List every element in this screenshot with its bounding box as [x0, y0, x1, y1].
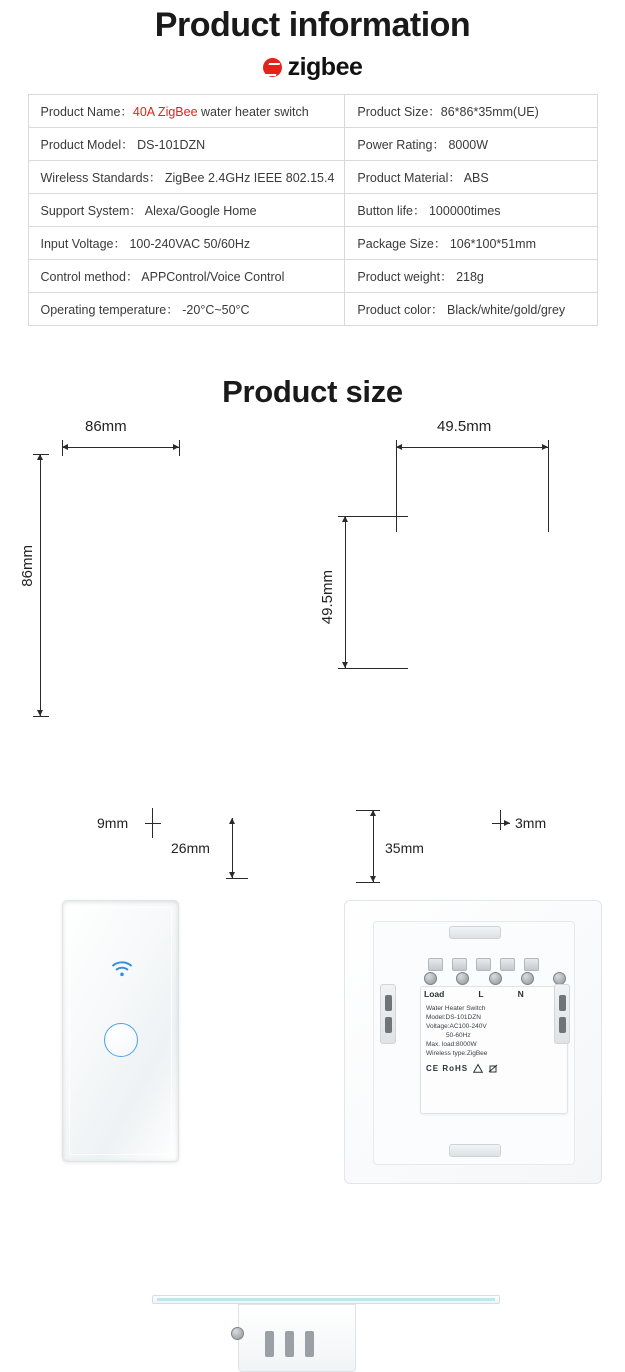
spec-value: Black/white/gold/grey: [447, 303, 566, 317]
table-row: [28, 227, 597, 260]
spec-value: 8000W: [448, 138, 489, 152]
measure-line-9mm: [145, 823, 161, 824]
spec-label: Support System：: [40, 204, 142, 218]
terminal-labels: [424, 989, 564, 999]
arrowhead-up: [229, 818, 235, 824]
spec-value-highlight: 40A ZigBee: [132, 105, 198, 119]
spec-cell-product-name: [28, 95, 345, 128]
glass-edge-highlight: [157, 1298, 495, 1301]
spec-value: 100-240VAC 50/60Hz: [129, 237, 251, 251]
certification-marks: [426, 1064, 498, 1073]
body-slot: [305, 1331, 314, 1357]
dimension-side-total: 35mm: [385, 840, 424, 856]
wire-cap: [476, 958, 491, 971]
clip-slot: [559, 995, 566, 1011]
table-row: [28, 293, 597, 326]
dimension-side-glass: 9mm: [97, 815, 129, 831]
screw-icon: [521, 972, 534, 985]
tick: [356, 810, 380, 811]
measure-line-35mm: [373, 810, 374, 882]
terminal-label-n1: N: [517, 989, 524, 999]
tick: [500, 810, 501, 830]
dimension-side-body: 26mm: [171, 840, 210, 856]
back-module-frame: [373, 921, 575, 1165]
spec-cell-product-color: [345, 293, 597, 326]
table-row: [28, 194, 597, 227]
wire-cap: [452, 958, 467, 971]
spec-cell-product-size: [345, 95, 597, 128]
product-size-figures: [0, 418, 625, 1073]
wire-cap: [500, 958, 515, 971]
dimension-back-width: 49.5mm: [437, 418, 492, 435]
tick: [62, 440, 63, 456]
screw-icon: [424, 972, 437, 985]
tick: [356, 882, 380, 883]
side-view-glass: [152, 1295, 500, 1304]
zigbee-mark-icon: [263, 58, 282, 77]
side-clip: [380, 984, 396, 1044]
spec-value: APPControl/Voice Control: [141, 270, 285, 284]
arrowhead-right: [504, 820, 510, 826]
touch-button[interactable]: [104, 1023, 138, 1057]
screw-icon: [231, 1327, 244, 1340]
measure-line-front-width: [62, 447, 179, 448]
spec-label: Product Name：: [40, 105, 133, 119]
table-row: [28, 260, 597, 293]
spec-cell-support-system: [28, 194, 345, 227]
mounting-tab: [449, 1144, 501, 1157]
table-row: [28, 161, 597, 194]
tick: [548, 440, 549, 532]
wheelie-bin-icon: [488, 1064, 498, 1073]
tick: [33, 454, 49, 455]
spec-label: Package Size：: [357, 237, 447, 251]
spec-cell-power-rating: [345, 128, 597, 161]
terminal-label-l: L: [478, 989, 484, 999]
tick: [33, 716, 49, 717]
measure-line-front-height: [40, 454, 41, 716]
clip-slot: [385, 995, 392, 1011]
spec-cell-operating-temperature: [28, 293, 345, 326]
wire-cap: [428, 958, 443, 971]
zigbee-wordmark: zigbee: [287, 53, 363, 81]
spec-value: 218g: [456, 270, 484, 284]
tick: [396, 440, 397, 532]
specification-table: [28, 94, 598, 326]
side-view-body: [238, 1304, 356, 1372]
tick: [152, 808, 153, 838]
spec-cell-input-voltage: [28, 227, 345, 260]
spec-label: Operating temperature：: [40, 303, 179, 317]
dimension-front-height: 86mm: [19, 545, 36, 587]
front-panel-illustration: [62, 900, 179, 1162]
dimension-back-height: 49.5mm: [319, 570, 336, 625]
spec-cell-product-material: [345, 161, 597, 194]
spec-cell-wireless-standards: [28, 161, 345, 194]
side-clip: [554, 984, 570, 1044]
body-slot: [265, 1331, 274, 1357]
module-spec-line-4: 50-60Hz: [446, 1032, 471, 1039]
screw-icon: [489, 972, 502, 985]
module-spec-line-5: Max. load:8000W: [426, 1041, 477, 1048]
wifi-icon: [111, 961, 133, 977]
spec-label: Button life：: [357, 204, 426, 218]
module-spec-line-2: Model:DS-101DZN: [426, 1014, 481, 1021]
clip-slot: [385, 1017, 392, 1033]
measure-line-26mm: [232, 818, 233, 878]
spec-label: Product Material：: [357, 171, 461, 185]
module-spec-line-1: Water Heater Switch: [426, 1005, 486, 1012]
body-slot: [285, 1331, 294, 1357]
tick: [179, 440, 180, 456]
module-spec-line-3: Voltage:AC100-240V: [426, 1023, 487, 1030]
terminal-screws: [424, 972, 566, 985]
spec-label: Product weight：: [357, 270, 453, 284]
spec-cell-package-size: [345, 227, 597, 260]
tick: [338, 668, 408, 669]
spec-cell-button-life: [345, 194, 597, 227]
spec-value: Alexa/Google Home: [144, 204, 257, 218]
recycle-icon: [473, 1064, 483, 1073]
spec-value: 106*100*51mm: [449, 237, 536, 251]
page-title: Product information: [154, 6, 471, 44]
spec-value: water heater switch: [197, 105, 309, 119]
wire-cap: [524, 958, 539, 971]
section-title-product-size: Product size: [222, 374, 403, 409]
spec-cell-product-model: [28, 128, 345, 161]
measure-line-back-height: [345, 516, 346, 668]
spec-label: Product Size：: [357, 105, 441, 119]
clip-slot: [559, 1017, 566, 1033]
spec-cell-control-method: [28, 260, 345, 293]
spec-label: Product color：: [357, 303, 444, 317]
mounting-tab: [449, 926, 501, 939]
tick: [338, 516, 408, 517]
dimension-front-width: 86mm: [85, 418, 127, 435]
measure-line-back-width: [396, 447, 548, 448]
spec-label: Control method：: [40, 270, 139, 284]
screw-icon: [456, 972, 469, 985]
zigbee-logo: [0, 53, 625, 82]
spec-cell-product-weight: [345, 260, 597, 293]
spec-label: Product Model：: [40, 138, 134, 152]
spec-value: -20°C~50°C: [182, 303, 250, 317]
spec-label: Power Rating：: [357, 138, 445, 152]
back-module-illustration: [344, 900, 602, 1184]
dimension-side-thickness: 3mm: [515, 815, 547, 831]
tick: [226, 878, 248, 879]
spec-value: 86*86*35mm(UE): [440, 105, 539, 119]
spec-label: Wireless Standards：: [40, 171, 162, 185]
spec-value: ZigBee 2.4GHz IEEE 802.15.4: [164, 171, 335, 185]
spec-value: 100000times: [428, 204, 501, 218]
cert-text: CE RoHS: [426, 1064, 469, 1073]
spec-label: Input Voltage：: [40, 237, 126, 251]
table-row: [28, 95, 597, 128]
terminal-label-load: Load: [424, 989, 445, 999]
spec-value: DS-101DZN: [137, 138, 206, 152]
table-row: [28, 128, 597, 161]
module-spec-line-6: Wireless type:ZigBee: [426, 1050, 488, 1057]
spec-value: ABS: [463, 171, 489, 185]
